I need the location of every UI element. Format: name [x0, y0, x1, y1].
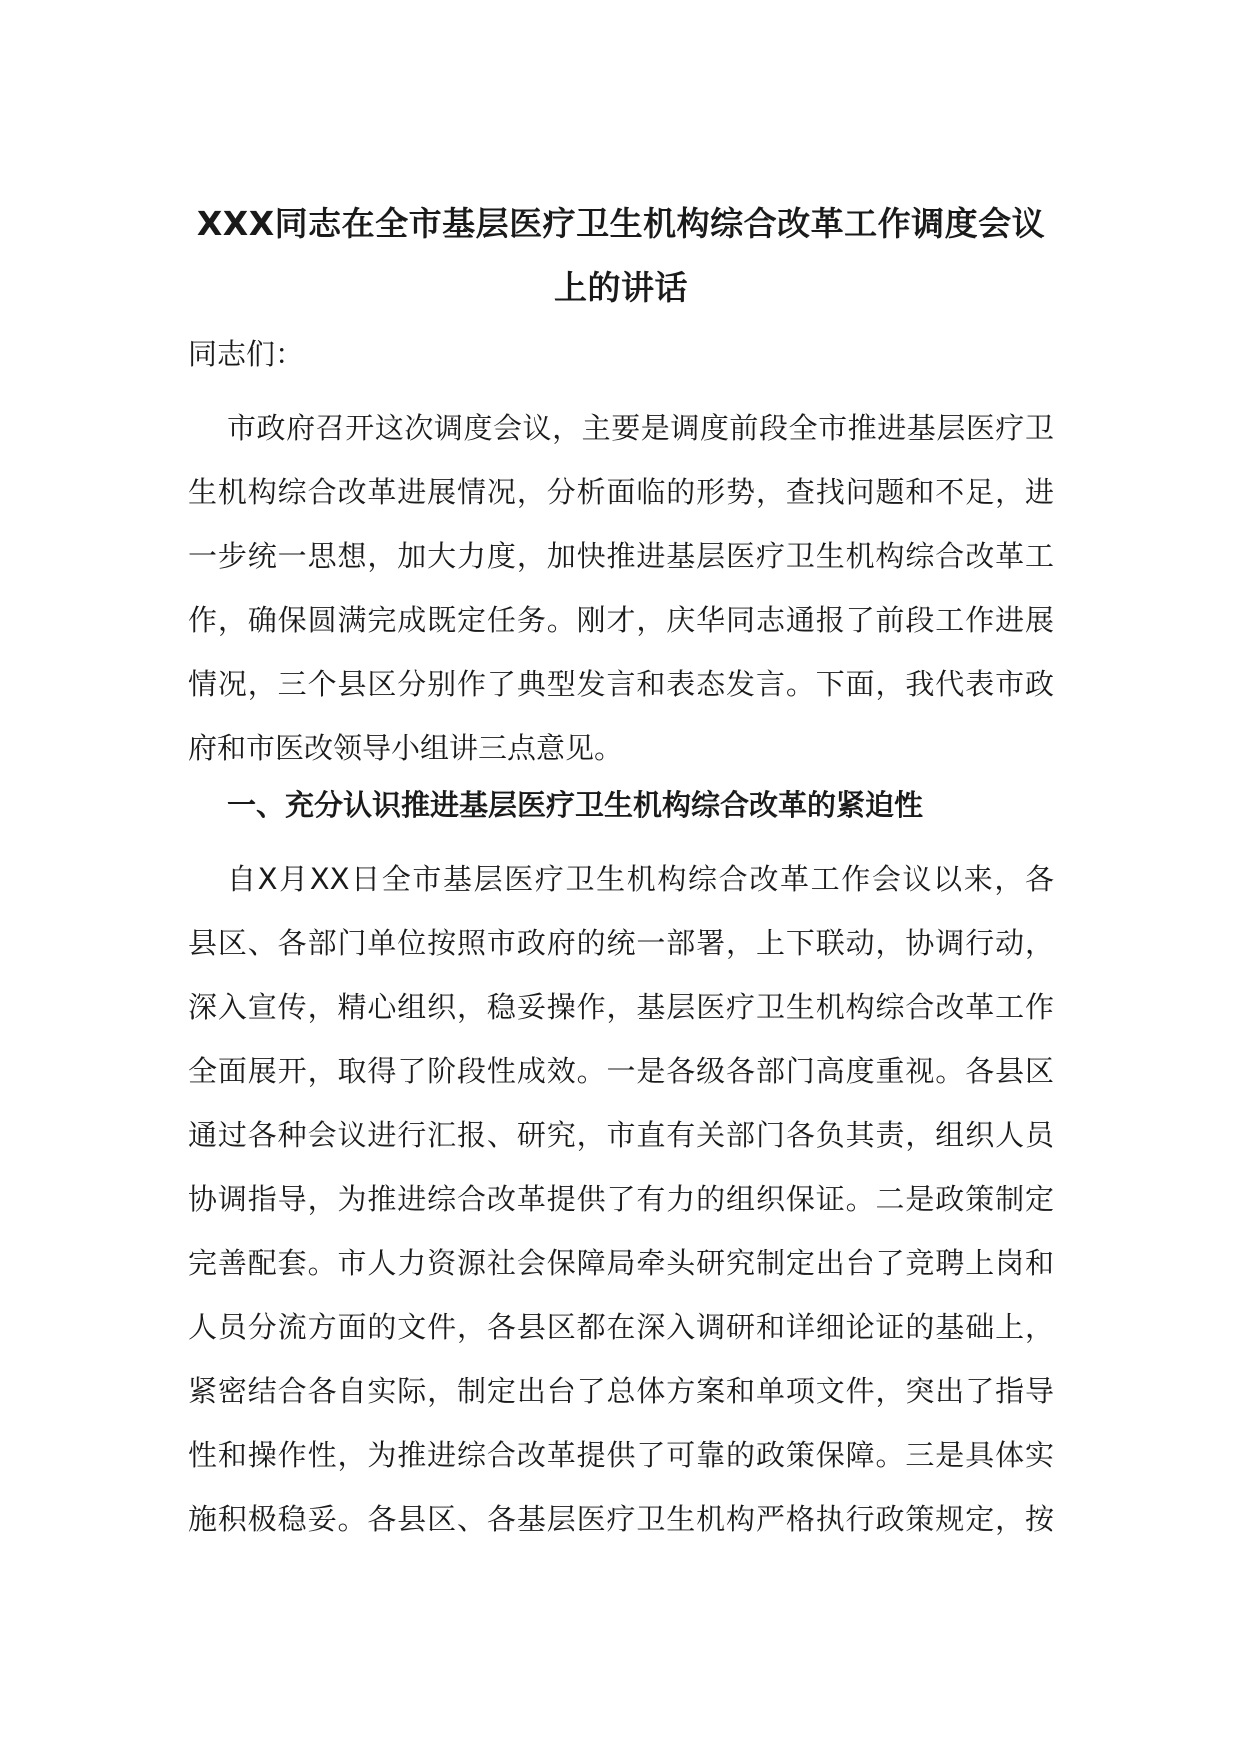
paragraph-line: 情况，三个县区分别作了典型发言和表态发言。下面，我代表市政 — [188, 667, 1054, 701]
document-page — [188, 0, 1054, 1754]
paragraph-line: 性和操作性，为推进综合改革提供了可靠的政策保障。三是具体实 — [188, 1438, 1054, 1472]
paragraph-line: 人员分流方面的文件，各县区都在深入调研和详细论证的基础上， — [188, 1310, 1054, 1344]
paragraph-line: 一步统一思想，加大力度，加快推进基层医疗卫生机构综合改革工 — [188, 539, 1054, 573]
paragraph-line: 完善配套。市人力资源社会保障局牵头研究制定出台了竞聘上岗和 — [188, 1246, 1054, 1280]
paragraph-line: 全面展开，取得了阶段性成效。一是各级各部门高度重视。各县区 — [188, 1054, 1054, 1088]
paragraph-line: 通过各种会议进行汇报、研究，市直有关部门各负其责，组织人员 — [188, 1118, 1054, 1152]
paragraph-line: 紧密结合各自实际，制定出台了总体方案和单项文件，突出了指导 — [188, 1374, 1054, 1408]
paragraph-line: 施积极稳妥。各县区、各基层医疗卫生机构严格执行政策规定，按 — [188, 1502, 1054, 1536]
paragraph-section1 — [188, 847, 1054, 1551]
paragraph-intro — [188, 396, 1054, 780]
paragraph-line: 生机构综合改革进展情况，分析面临的形势，查找问题和不足，进 — [188, 475, 1054, 509]
title-line-2: 上的讲话 — [554, 268, 688, 307]
paragraph-line: 自X月XX日全市基层医疗卫生机构综合改革工作会议以来，各 — [227, 862, 1054, 896]
title-line-1: XXX同志在全市基层医疗卫生机构综合改革工作调度会议 — [196, 204, 1046, 243]
section-heading-1: 一、充分认识推进基层医疗卫生机构综合改革的紧迫性 — [227, 788, 924, 822]
document-title — [188, 192, 1054, 320]
salutation: 同志们： — [188, 337, 305, 371]
paragraph-line: 协调指导，为推进综合改革提供了有力的组织保证。二是政策制定 — [188, 1182, 1054, 1216]
paragraph-line: 作，确保圆满完成既定任务。刚才，庆华同志通报了前段工作进展 — [188, 603, 1054, 637]
paragraph-line: 市政府召开这次调度会议，主要是调度前段全市推进基层医疗卫 — [227, 411, 1054, 445]
paragraph-line: 县区、各部门单位按照市政府的统一部署，上下联动，协调行动， — [188, 926, 1054, 960]
paragraph-line: 深入宣传，精心组织，稳妥操作，基层医疗卫生机构综合改革工作 — [188, 990, 1054, 1024]
paragraph-line: 府和市医改领导小组讲三点意见。 — [188, 731, 624, 765]
